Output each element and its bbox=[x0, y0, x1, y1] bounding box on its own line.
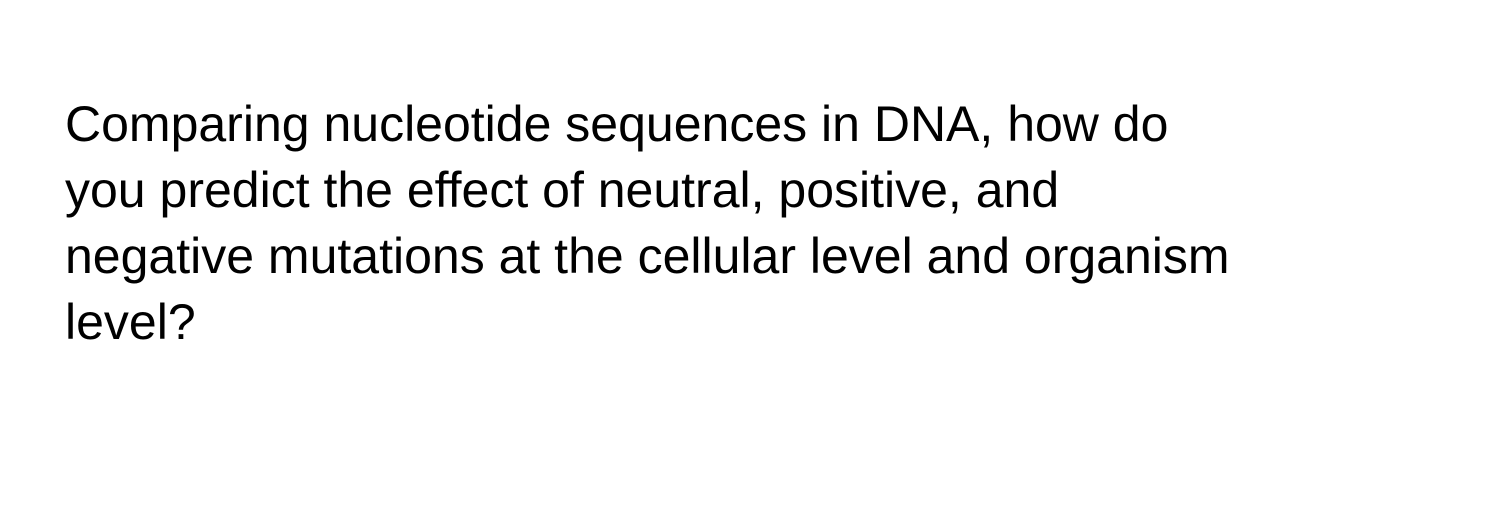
question-line: you predict the effect of neutral, positive, and bbox=[65, 162, 1060, 218]
question-line: level? bbox=[65, 294, 196, 350]
question-line: negative mutations at the cellular level and organism bbox=[65, 228, 1230, 284]
question-line: Comparing nucleotide sequences in DNA, how do bbox=[65, 96, 1169, 152]
question-text bbox=[65, 91, 1475, 355]
